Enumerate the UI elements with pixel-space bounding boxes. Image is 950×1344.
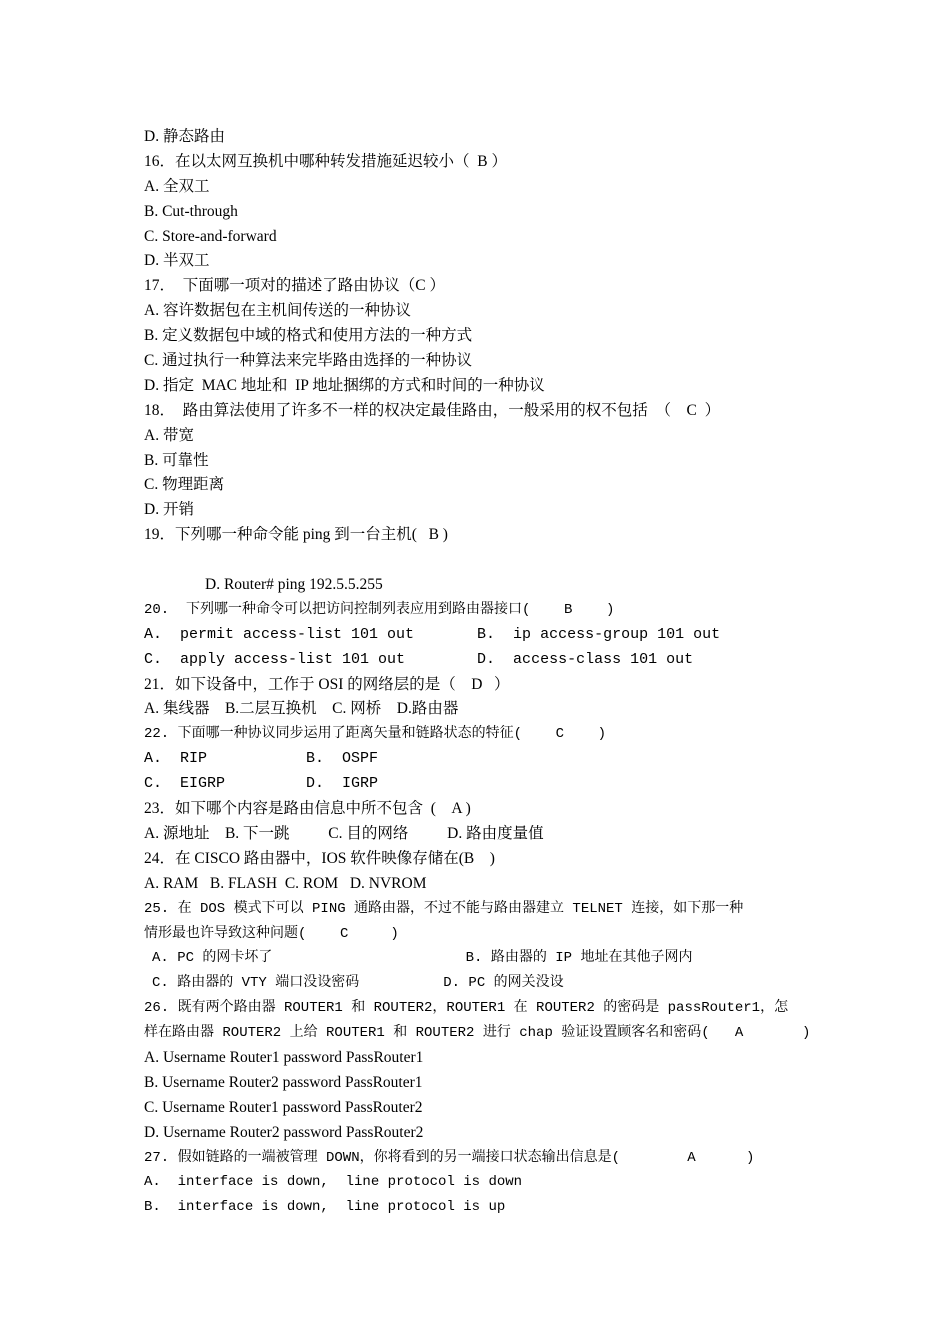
option-line: B. Cut-through: [144, 202, 238, 220]
option-line: C. 路由器的 VTY 端口没设密码 D. PC 的网关没设: [152, 975, 564, 992]
option-line: B. 可靠性: [144, 451, 209, 469]
option-line: A. Username Router1 password PassRouter1: [144, 1048, 424, 1066]
option-line: C. EIGRP D. IGRP: [144, 775, 379, 793]
option-line: A. permit access-list 101 out B. ip access-group 101 out: [144, 625, 721, 643]
option-line: C. Store-and-forward: [144, 227, 277, 245]
question-20: 20. 下列哪一种命令可以把访问控制列表应用到路由器接口( B ): [144, 601, 615, 618]
option-line: C. 通过执行一种算法来完毕路由选择的一种协议: [144, 352, 473, 370]
option-line: A. 带宽: [144, 426, 194, 444]
question-16: 16．在以太网互换机中哪种转发措施延迟较小（ B ）: [144, 152, 507, 170]
document-body: [144, 125, 824, 1220]
option-line: A. 容许数据包在主机间传送的一种协议: [144, 302, 411, 320]
option-line: B. interface is down, line protocol is up: [144, 1199, 506, 1216]
option-line: A. 全双工: [144, 177, 210, 195]
option-line: B. 定义数据包中域的格式和使用方法的一种方式: [144, 327, 473, 345]
option-line: C. Username Router1 password PassRouter2: [144, 1098, 423, 1116]
option-line: A. 集线器 B.二层互换机 C. 网桥 D.路由器: [144, 700, 459, 718]
question-17: 17． 下面哪一项对的描述了路由协议（C ）: [144, 277, 445, 295]
option-line: D. Router# ping 192.5.5.255: [205, 576, 383, 594]
option-line: C. 物理距离: [144, 476, 225, 494]
option-line: A. RIP B. OSPF: [144, 750, 379, 768]
blank-line: [144, 548, 824, 573]
option-line: B. Username Router2 password PassRouter1: [144, 1073, 423, 1091]
question-21: 21．如下设备中，工作于 OSI 的网络层的是（ D ）: [144, 675, 510, 693]
question-23: 23．如下哪个内容是路由信息中所不包含 ( A ): [144, 800, 471, 818]
question-26-cont: 样在路由器 ROUTER2 上给 ROUTER1 和 ROUTER2 进行 chap 验证设置顾客名和密码( A ): [144, 1025, 811, 1042]
question-24: 24．在 CISCO 路由器中，IOS 软件映像存储在(B ): [144, 849, 495, 867]
option-line: A. interface is down, line protocol is down: [144, 1174, 523, 1191]
option-line: A. PC 的网卡坏了 B. 路由器的 IP 地址在其他子网内: [152, 950, 693, 967]
option-line: C. apply access-list 101 out D. access-class 101 out: [144, 650, 694, 668]
option-line: D. Username Router2 password PassRouter2: [144, 1123, 424, 1141]
option-line: D. 开销: [144, 501, 194, 519]
question-26: 26. 既有两个路由器 ROUTER1 和 ROUTER2，ROUTER1 在 ROUTER2 的密码是 passRouter1，怎: [144, 1000, 789, 1017]
question-22: 22. 下面哪一种协议同步运用了距离矢量和链路状态的特征( C ): [144, 726, 607, 743]
text-line: D. 静态路由: [144, 128, 225, 145]
question-25: 25. 在 DOS 模式下可以 PING 通路由器，不过不能与路由器建立 TELNET 连接，如下那一种: [144, 900, 744, 917]
question-18: 18． 路由算法使用了许多不一样的权决定最佳路由，一般采用的权不包括 （ C ）: [144, 401, 721, 419]
option-line: D. 指定 MAC 地址和 IP 地址捆绑的方式和时间的一种协议: [144, 376, 545, 394]
question-19: 19．下列哪一种命令能 ping 到一台主机( B ): [144, 526, 448, 544]
question-25-cont: 情形最也许导致这种问题( C ): [144, 925, 399, 942]
question-27: 27. 假如链路的一端被管理 DOWN，你将看到的另一端接口状态输出信息是( A ): [144, 1149, 755, 1166]
option-line: A. 源地址 B. 下一跳 C. 目的网络 D. 路由度量值: [144, 824, 544, 842]
option-line: D. 半双工: [144, 252, 210, 270]
option-line: A. RAM B. FLASH C. ROM D. NVROM: [144, 874, 427, 892]
